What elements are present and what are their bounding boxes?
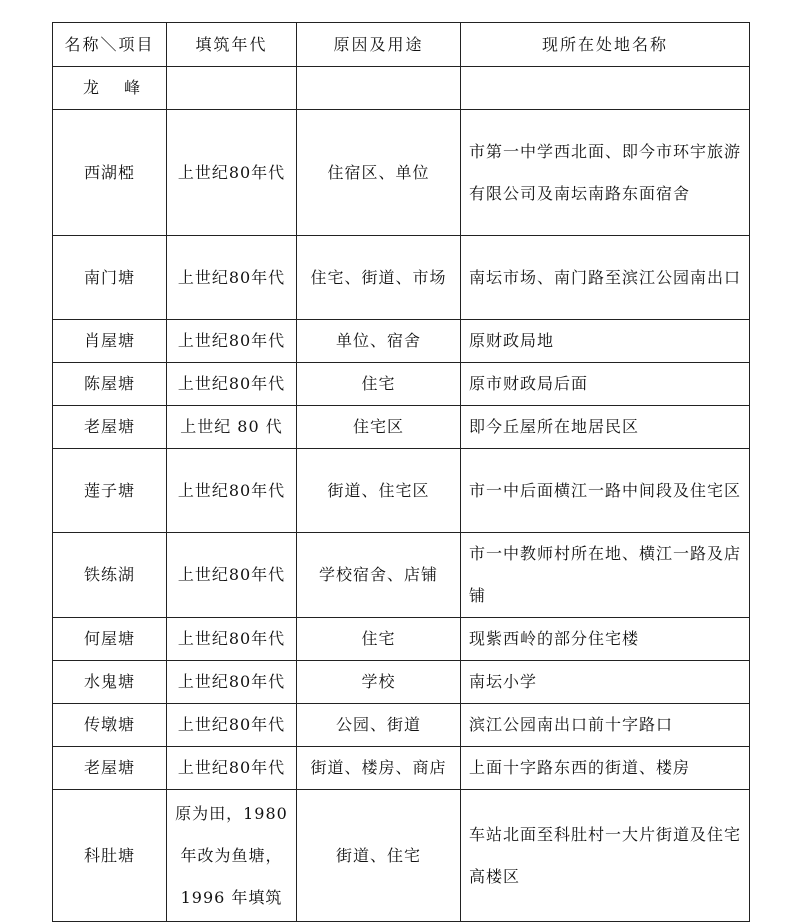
fill-year: 上世纪80年代 (167, 661, 297, 704)
group-label: 龙 峰 (53, 67, 167, 110)
current-location: 南坛市场、南门路至滨江公园南出口 (461, 236, 750, 320)
fill-year: 上世纪80年代 (167, 320, 297, 363)
current-location: 市第一中学西北面、即今市环宇旅游有限公司及南坛南路东面宿舍 (461, 110, 750, 236)
pond-name: 铁练湖 (53, 533, 167, 618)
fill-year: 上世纪80年代 (167, 236, 297, 320)
fill-reason: 学校 (297, 661, 461, 704)
pond-name: 水鬼塘 (53, 661, 167, 704)
table-row (53, 533, 750, 618)
fill-year: 上世纪80年代 (167, 747, 297, 790)
pond-name: 莲子塘 (53, 449, 167, 533)
pond-name: 科肚塘 (53, 790, 167, 922)
pond-name: 老屋塘 (53, 406, 167, 449)
fill-year: 上世纪 80 代 (167, 406, 297, 449)
table-row (53, 618, 750, 661)
fill-reason: 街道、楼房、商店 (297, 747, 461, 790)
current-location: 原财政局地 (461, 320, 750, 363)
fill-year: 上世纪80年代 (167, 363, 297, 406)
fill-reason: 住宿区、单位 (297, 110, 461, 236)
header-current-location: 现所在处地名称 (461, 23, 750, 67)
fill-year: 原为田，1980年改为鱼塘，1996 年填筑 (167, 790, 297, 922)
pond-name: 陈屋塘 (53, 363, 167, 406)
table-row (53, 449, 750, 533)
empty-cell (297, 67, 461, 110)
pond-name: 何屋塘 (53, 618, 167, 661)
fill-reason: 住宅 (297, 363, 461, 406)
fill-reason: 学校宿舍、店铺 (297, 533, 461, 618)
pond-name: 老屋塘 (53, 747, 167, 790)
empty-cell (167, 67, 297, 110)
table-row (53, 406, 750, 449)
current-location: 市一中后面横江一路中间段及住宅区 (461, 449, 750, 533)
fill-year: 上世纪80年代 (167, 449, 297, 533)
table-row (53, 363, 750, 406)
current-location: 原市财政局后面 (461, 363, 750, 406)
group-row (53, 67, 750, 110)
fill-year: 上世纪80年代 (167, 533, 297, 618)
table-row (53, 236, 750, 320)
current-location: 车站北面至科肚村一大片街道及住宅高楼区 (461, 790, 750, 922)
fill-reason: 街道、住宅 (297, 790, 461, 922)
fill-reason: 单位、宿舍 (297, 320, 461, 363)
pond-name: 传墩塘 (53, 704, 167, 747)
header-reason: 原因及用途 (297, 23, 461, 67)
empty-cell (461, 67, 750, 110)
fill-reason: 街道、住宅区 (297, 449, 461, 533)
table-header-row (53, 23, 750, 67)
pond-name: 南门塘 (53, 236, 167, 320)
fill-year: 上世纪80年代 (167, 110, 297, 236)
fill-reason: 住宅、街道、市场 (297, 236, 461, 320)
fill-reason: 住宅 (297, 618, 461, 661)
header-name: 名称＼项目 (53, 23, 167, 67)
pond-name: 西湖椏 (53, 110, 167, 236)
current-location: 即今丘屋所在地居民区 (461, 406, 750, 449)
current-location: 滨江公园南出口前十字路口 (461, 704, 750, 747)
fill-reason: 住宅区 (297, 406, 461, 449)
table-row (53, 704, 750, 747)
current-location: 南坛小学 (461, 661, 750, 704)
pond-name: 肖屋塘 (53, 320, 167, 363)
table-row (53, 661, 750, 704)
fill-year: 上世纪80年代 (167, 618, 297, 661)
current-location: 现紫西岭的部分住宅楼 (461, 618, 750, 661)
fill-year: 上世纪80年代 (167, 704, 297, 747)
table-row (53, 110, 750, 236)
table-row (53, 320, 750, 363)
current-location: 市一中教师村所在地、横江一路及店铺 (461, 533, 750, 618)
current-location: 上面十字路东西的街道、楼房 (461, 747, 750, 790)
fill-reason: 公园、街道 (297, 704, 461, 747)
header-year: 填筑年代 (167, 23, 297, 67)
pond-fill-table (52, 22, 750, 922)
table-row (53, 747, 750, 790)
table-row (53, 790, 750, 922)
